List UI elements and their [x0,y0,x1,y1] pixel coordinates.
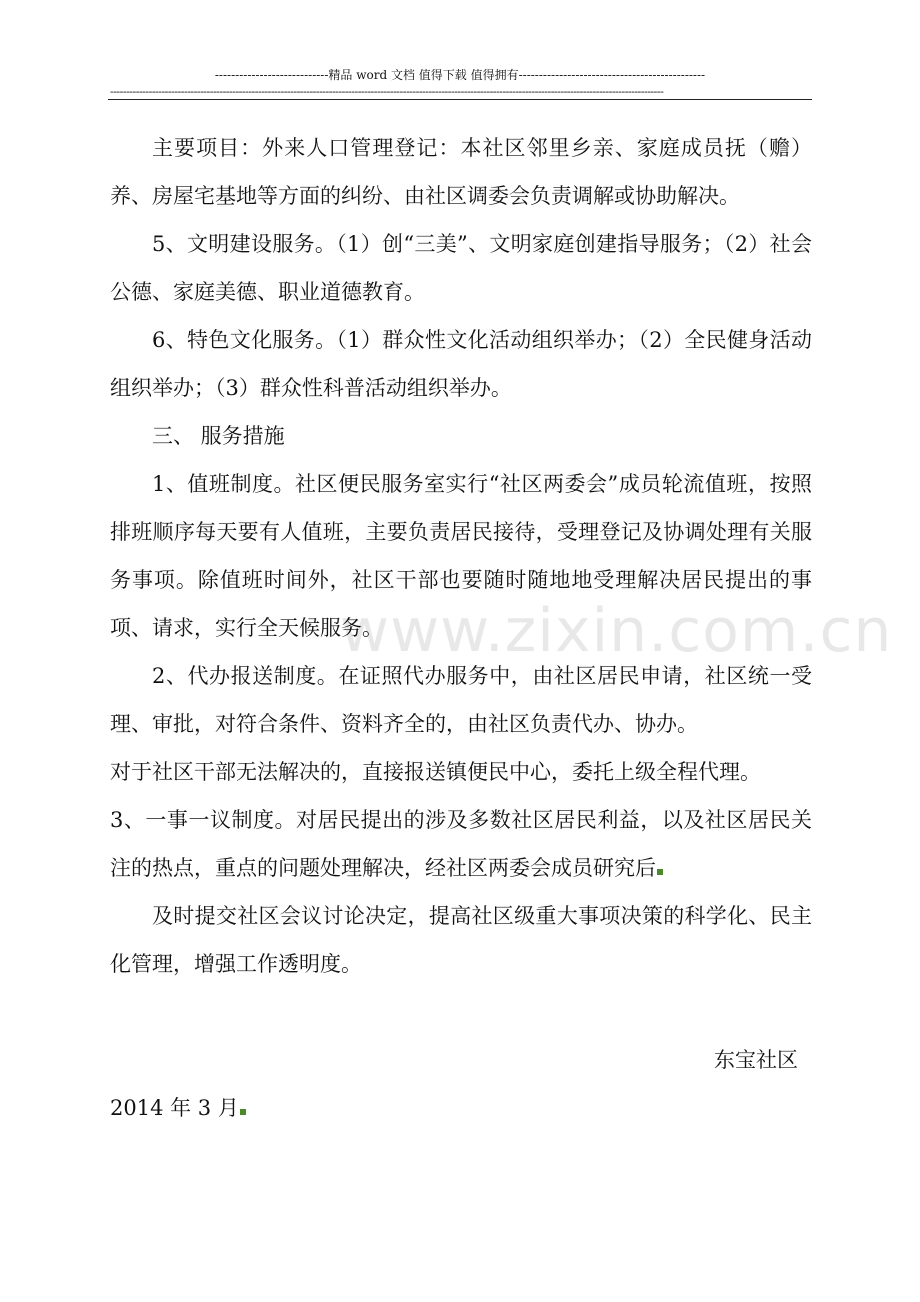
paragraph-decision: 及时提交社区会议讨论决定，提高社区级重大事项决策的科学化、民主化管理，增强工作透明度。 [110,904,812,976]
paragraph-civilization-service: 5、文明建设服务。（1）创“三美”、文明家庭创建指导服务；（2）社会公德、家庭美德、职业道德教育。 [110,232,812,304]
date-line [110,1084,812,1132]
paragraph-discussion-text: 3、一事一议制度。对居民提出的涉及多数社区居民利益，以及社区居民关注的热点，重点的问题处理解决，经社区两委会成员研究后 [110,808,812,880]
date-text: 2014 年 3 月 [110,1096,239,1120]
signature: 东宝社区 [714,1048,798,1072]
paragraph-mark-icon [240,1109,246,1115]
paragraph-mark-icon [657,869,663,875]
paragraph-agency-continued: 对于社区干部无法解决的，直接报送镇便民中心，委托上级全程代理。 [110,760,761,784]
paragraph-culture-service: 6、特色文化服务。（1）群众性文化活动组织举办；（2）全民健身活动组织举办；（3）群众性科普活动组织举办。 [110,328,812,400]
page-header: ----------------------------精品 word 文档 值得下载 值得拥有---------------------------------------------- [214,68,706,82]
paragraph-main-items: 主要项目：外来人口管理登记：本社区邻里乡亲、家庭成员抚（赡）养、房屋宅基地等方面的纠纷、由社区调委会负责调解或协助解决。 [110,136,812,208]
paragraph-discussion-system [110,796,812,892]
section-heading-measures: 三、 服务措施 [152,424,285,448]
header-dash-line: ---------------------------------------------------------------------------------------------------------------------------------------------------------------------------- [110,86,664,98]
paragraph-duty-system: 1、值班制度。社区便民服务室实行“社区两委会”成员轮流值班，按照排班顺序每天要有人值班，主要负责居民接待，受理登记及协调处理有关服务事项。除值班时间外，社区干部也要随时随地地受理解决居民提出的事项、请求，实行全天候服务。 [110,472,812,640]
paragraph-agency-system: 2、代办报送制度。在证照代办服务中，由社区居民申请，社区统一受理、审批，对符合条件、资料齐全的，由社区负责代办、协办。 [110,664,812,736]
watermark: www.zixin.com.cn [340,596,893,666]
header-rule [108,99,812,100]
document-body [110,124,812,1132]
